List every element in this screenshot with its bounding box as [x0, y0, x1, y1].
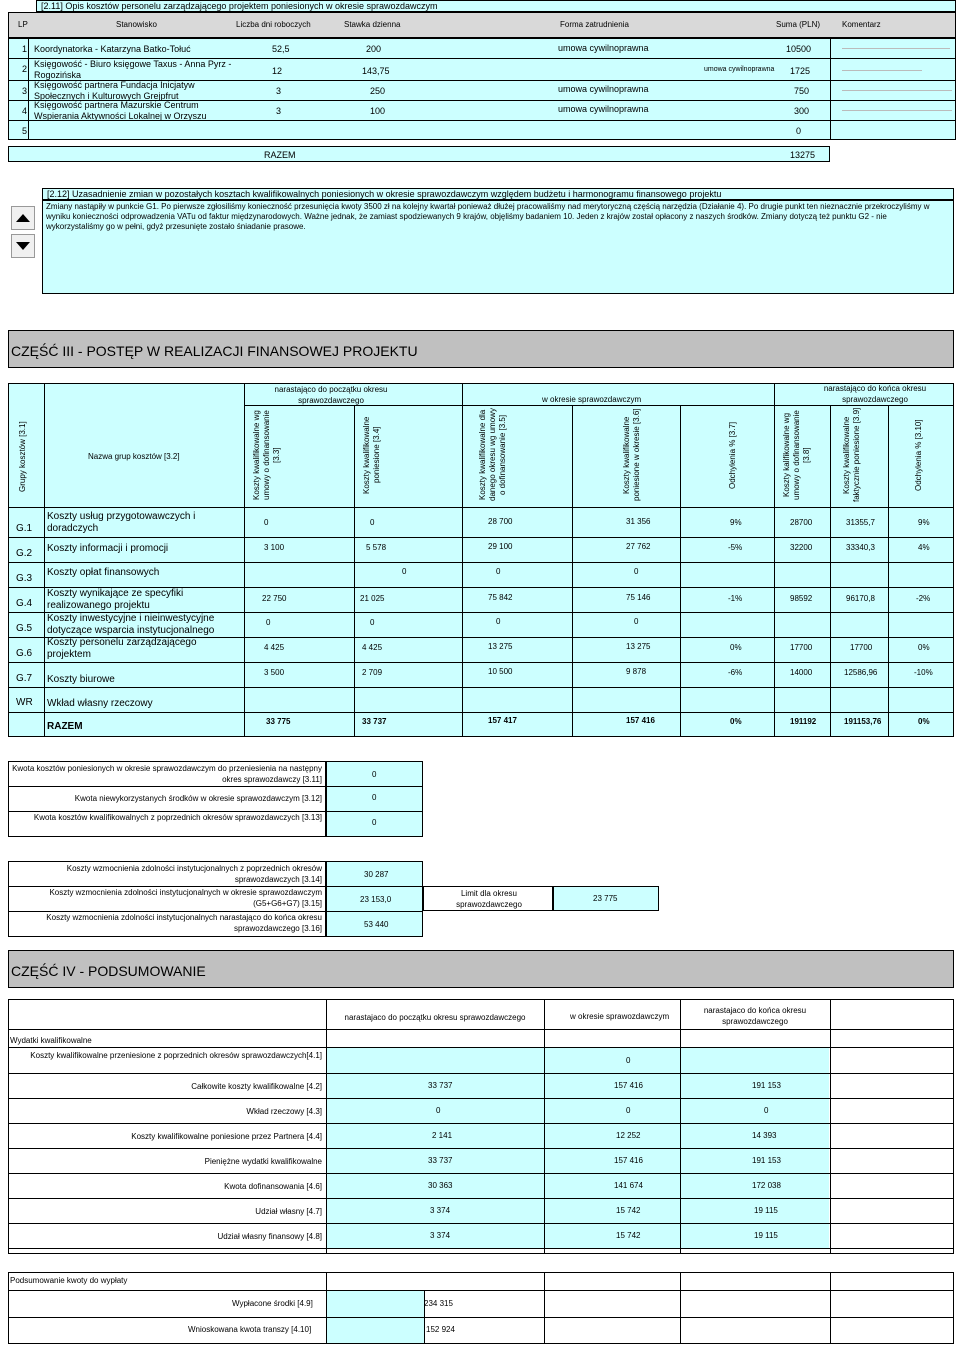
part4-row-a: 3 374 [430, 1231, 451, 1240]
part4-row-label: Koszty kwalifikowalne przeniesione z poprzednich okresów sprawozdawczych[4.1] [30, 1051, 322, 1060]
row-c8: 14000 [790, 668, 813, 677]
row-c5: 10 500 [488, 667, 513, 676]
part4-row-a: 33 737 [428, 1081, 453, 1090]
s211-total-row [8, 146, 830, 162]
row-name: RAZEM [47, 721, 83, 732]
part4-row-b: 141 674 [614, 1181, 643, 1190]
row-c10: 0% [918, 717, 930, 726]
row-c7: 0% [730, 717, 742, 726]
row-c8: 32200 [790, 543, 813, 552]
row-c9: 96170,8 [846, 594, 875, 603]
row-name: Koszty wynikające ze specyfiki realizowanego projektu [47, 588, 184, 611]
limit-label: Limit dla okresu sprawozdawczego [456, 889, 522, 909]
row-c4: 0 [370, 518, 375, 527]
row-group: G.5 [16, 623, 33, 634]
kv1-value: 0 [372, 818, 377, 827]
kv1-label: Kwota kosztów kwalifikowalnych z poprzednich okresów sprawozdawczych [3.13] [33, 813, 322, 822]
scroll-up-button[interactable] [11, 206, 35, 230]
row-c3: 0 [266, 618, 271, 627]
row-c5: 13 275 [488, 642, 513, 651]
part4-row-label: Udział własny finansowy [4.8] [217, 1232, 322, 1241]
row-group: G.1 [16, 523, 33, 534]
s211-stanowisko: Księgowość partnera Fundacja Inicjatyw Społecznych i Kulturowych Grejpfrut [34, 80, 195, 101]
s212-text: Zmiany nastąpiły w punkcie G1. Po pierwsze zgłosiliśmy konieczność przesunięcia kwoty 3500 zł na kolejny kwartał ponieważ dłużej pracowaliśmy nad merytoryczną częścią narzędzia (Działanie 4). Po drugie punkt ten nieznacznie przekroczyliśmy w wyniku konieczności odprowadzenia VATu od faktur międzynarodowych. Ważne jednak, że zamiast spodziewanych 9 krajów, objęliśmy badaniem 10. Jeden z krajów został opłacony z naszych środków. Zmiany dotyczą też punktu G2 - nie wykorzystaliśmy go w pełni, gdyż przesunięte zostało śniadanie prasowe. [46, 202, 930, 231]
payout-value: 152 924 [426, 1325, 455, 1334]
s211-title: [2.11] Opis kosztów personelu zarządzającego projektem poniesionych w okresie sprawozdawczym [41, 1, 438, 11]
s211-stanowisko: Księgowość - Biuro księgowe Taxus - Anna Pyrz - Rogozińska [34, 59, 232, 80]
part4-row-b: 12 252 [616, 1131, 641, 1140]
part4-row-b: 15 742 [616, 1231, 641, 1240]
part4-row-c: 19 115 [754, 1231, 778, 1240]
row-c9: 17700 [850, 643, 873, 652]
kv1-value: 0 [372, 793, 377, 802]
kv2-value: 30 287 [364, 870, 389, 879]
s211-col-suma: Suma (PLN) [776, 20, 821, 29]
row-c4: 5 578 [366, 543, 387, 552]
s211-stawka: 200 [366, 44, 382, 54]
s211-col-komentarz: Komentarz [842, 20, 881, 29]
group-header-period: w okresie sprawozdawczym [542, 395, 642, 404]
part4-row-c: 19 115 [754, 1206, 778, 1215]
part4-row-b: 0 [626, 1056, 631, 1065]
row-c6: 31 356 [626, 517, 651, 526]
col-3-4: Koszty kwalifikowalne poniesione [3.4] [362, 416, 381, 494]
row-c5: 0 [496, 567, 501, 576]
row-c6: 13 275 [626, 642, 651, 651]
s211-forma: umowa cywilnoprawna [558, 84, 649, 94]
col-3-10: Odchylenia % [3.10] [914, 419, 923, 491]
kv1-label: Kwota kosztów poniesionych w okresie sprawozdawczym do przeniesienia na następny okres sprawozdawczy [3.11] [12, 764, 322, 784]
row-c6: 0 [634, 617, 639, 626]
s212-title-box [42, 188, 954, 200]
s211-col-stawka: Stawka dzienna [344, 20, 401, 29]
row-c4: 33 737 [362, 717, 387, 726]
payout-label: Wypłacone środki [4.9] [232, 1299, 313, 1308]
s211-col-dni: Liczba dni roboczych [236, 20, 311, 29]
s211-stanowisko: Księgowość partnera Mazurskie Centrum Wspierania Aktywności Lokalnej w Orzyszu [34, 100, 207, 121]
row-c3: 4 425 [264, 643, 285, 652]
kv1-value: 0 [372, 770, 377, 779]
row-c3: 3 500 [264, 668, 285, 677]
row-c5: 157 417 [488, 716, 517, 725]
s212-text-box[interactable] [42, 200, 954, 294]
kv2-value: 23 153,0 [360, 895, 392, 904]
group-header-end: narastająco do końca okresu sprawozdawczego [823, 384, 927, 404]
row-c7: -1% [728, 594, 743, 603]
row-name: Koszty informacji i promocji [47, 543, 169, 554]
row-c4: 21 025 [360, 594, 385, 603]
kv2-label: Koszty wzmocnienia zdolności instytucjonalnych narastająco do końca okresu sprawozdawczego [3.16] [46, 913, 322, 933]
part4-section-2: Podsumowanie kwoty do wypłaty [10, 1276, 128, 1285]
s211-col-forma: Forma zatrudnienia [560, 20, 629, 29]
s211-lp: 4 [22, 106, 28, 116]
row-c3: 0 [264, 518, 269, 527]
s211-suma: 750 [794, 86, 810, 96]
part4-row-c: 191 153 [752, 1081, 781, 1090]
row-c6: 27 762 [626, 542, 651, 551]
row-group: WR [16, 697, 33, 708]
part4-col-period: w okresie sprawozdawczym [570, 1012, 670, 1021]
s211-lp: 2 [22, 64, 28, 74]
s211-col-stanowisko: Stanowisko [116, 20, 157, 29]
row-c4: 2 709 [362, 668, 383, 677]
part4-row-c: 191 153 [752, 1156, 781, 1165]
s211-suma: 0 [796, 126, 802, 136]
col-3-8: Koszty kalifikowalne wg umowy o dofinansowanie [3.8] [782, 410, 811, 500]
row-c10: -2% [916, 594, 931, 603]
row-c10: 0% [918, 643, 930, 652]
row-group: G.2 [16, 548, 33, 559]
row-c7: 9% [730, 518, 742, 527]
row-c6: 9 878 [626, 667, 647, 676]
col-3-7: Odchylenia % [3.7] [728, 421, 737, 489]
row-c4: 0 [370, 618, 375, 627]
s211-total-label: RAZEM [264, 150, 296, 160]
s211-total-value: 13275 [790, 150, 816, 160]
row-c10: 9% [918, 518, 930, 527]
row-group: G.7 [16, 673, 33, 684]
row-c6: 75 146 [626, 593, 651, 602]
part4-col-end: narastajaco do końca okresu sprawozdawczego [703, 1006, 807, 1026]
part4-row-b: 157 416 [614, 1156, 643, 1165]
part3-title: CZĘŚĆ III - POSTĘP W REALIZACJI FINANSOWEJ PROJEKTU [11, 343, 418, 359]
part4-row-a: 3 374 [430, 1206, 451, 1215]
row-c6: 0 [634, 567, 639, 576]
part4-row-a: 2 141 [432, 1131, 453, 1140]
row-name: Wkład własny rzeczowy [47, 698, 153, 709]
s211-dni: 3 [276, 106, 282, 116]
s211-col-lp: LP [18, 20, 28, 29]
s211-stawka: 143,75 [362, 66, 390, 76]
s211-dni: 52,5 [272, 44, 290, 54]
row-c8: 17700 [790, 643, 813, 652]
col-3-5: Koszty kwalifikowalne dla danego okresu wg umowy o dofinansowanie [3.5] [478, 408, 507, 502]
s211-dni: 3 [276, 86, 282, 96]
arrow-down-icon [16, 242, 30, 250]
part4-title: CZĘŚĆ IV - PODSUMOWANIE [11, 963, 206, 979]
s211-forma: umowa cywilnoprawna [558, 43, 649, 53]
group-header-start: narastająco do początku okresu sprawozdawczego [274, 385, 388, 405]
s211-suma: 1725 [790, 66, 811, 76]
s211-stawka: 100 [370, 106, 386, 116]
row-c9: 191153,76 [844, 717, 882, 726]
payout-table [8, 1272, 954, 1344]
payout-value: 234 315 [424, 1299, 453, 1308]
part4-row-c: 14 393 [752, 1131, 777, 1140]
s211-suma: 300 [794, 106, 810, 116]
row-c5: 75 842 [488, 593, 513, 602]
row-c5: 29 100 [488, 542, 513, 551]
s211-forma: umowa cywilnoprawna [558, 104, 649, 114]
row-c4: 4 425 [362, 643, 383, 652]
s212-title: [2.12] Uzasadnienie zmian w pozostałych kosztach kwalifikowalnych poniesionych w okresie sprawozdawczym względem budżetu i harmonogramu finansowego projektu [47, 189, 722, 199]
s211-dni: 12 [272, 66, 283, 76]
part4-row-a: 30 363 [428, 1181, 453, 1190]
part4-row-c: 0 [764, 1106, 769, 1115]
s211-lp: 5 [22, 126, 28, 136]
scroll-down-button[interactable] [11, 234, 35, 258]
col-3-9: Koszty kwalifikowalne faktycznie poniesione [3.9] [842, 407, 861, 503]
col-3-3: Koszty kwalifikowalne wg umowy o dofinansowanie [3.3] [252, 410, 281, 500]
s211-suma: 10500 [786, 44, 812, 54]
row-group: G.4 [16, 598, 33, 609]
row-c8: 28700 [790, 518, 813, 527]
part4-title-box [8, 950, 954, 988]
row-name: Koszty opłat finansowych [47, 567, 160, 578]
row-name: Koszty usług przygotowawczych i doradczych [47, 511, 196, 534]
part4-row-label: Całkowite koszty kwalifikowalne [4.2] [191, 1082, 322, 1091]
payout-label: Wnioskowana kwota transzy [4.10] [188, 1325, 312, 1334]
limit-value: 23 775 [593, 894, 618, 903]
part4-row-label: Koszty kwalifikowalne poniesione przez Partnera [4.4] [131, 1132, 322, 1141]
row-c9: 33340,3 [846, 543, 875, 552]
part3-title-box [8, 330, 954, 368]
s211-forma: umowa cywilnoprawna [704, 66, 775, 73]
col-3-6: Koszty kwalifikowalne poniesione w okresie [3.6] [622, 408, 641, 502]
part4-section-1: Wydatki kwalifikowalne [10, 1036, 92, 1045]
arrow-up-icon [16, 214, 30, 222]
row-c10: 4% [918, 543, 930, 552]
row-c5: 0 [496, 617, 501, 626]
s211-title-box [36, 0, 956, 12]
part4-row-label: Wkład rzeczowy [4.3] [246, 1107, 322, 1116]
part4-row-b: 15 742 [616, 1206, 641, 1215]
row-c3: 22 750 [262, 594, 287, 603]
kv2-value: 53 440 [364, 920, 389, 929]
kv2-label: Koszty wzmocnienia zdolności instytucjonalnych w okresie sprawozdawczym (G5+G6+G7) [3.15] [49, 888, 322, 908]
row-c8: 191192 [790, 717, 817, 726]
row-c7: -5% [728, 543, 743, 552]
part4-row-label: Pieniężne wydatki kwalifikowalne [204, 1157, 322, 1166]
row-name: Koszty biurowe [47, 674, 115, 685]
row-c7: -6% [728, 668, 743, 677]
row-group: G.6 [16, 648, 33, 659]
part4-row-label: Kwota dofinansowania [4.6] [224, 1182, 322, 1191]
part4-row-a: 0 [436, 1106, 441, 1115]
kv1-label: Kwota niewykorzystanych środków w okresie sprawozdawczym [3.12] [74, 794, 322, 803]
part4-row-c: 172 038 [752, 1181, 781, 1190]
row-c5: 28 700 [488, 517, 513, 526]
row-group: G.3 [16, 573, 33, 584]
col-nazwa: Nazwa grup kosztów [3.2] [88, 452, 180, 461]
part4-row-label: Udział własny [4.7] [255, 1207, 322, 1216]
row-c4: 0 [402, 567, 407, 576]
row-c3: 33 775 [266, 717, 291, 726]
col-grupy: Grupy kosztów [3.1] [18, 421, 27, 493]
row-c9: 31355,7 [846, 518, 875, 527]
part4-row-a: 33 737 [428, 1156, 453, 1165]
s211-stawka: 250 [370, 86, 386, 96]
s211-lp: 1 [22, 44, 28, 54]
row-c6: 157 416 [626, 716, 655, 725]
kv2-label: Koszty wzmocnienia zdolności instytucjonalnych z poprzednich okresów sprawozdawczych [3.14] [66, 864, 322, 884]
s211-lp: 3 [22, 86, 28, 96]
part4-row-b: 0 [626, 1106, 631, 1115]
part4-row-b: 157 416 [614, 1081, 643, 1090]
row-name: Koszty inwestycyjne i nieinwestycyjne dotyczące wsparcia instytucjonalnego [47, 613, 215, 636]
row-name: Koszty personelu zarządzającego projektem [47, 637, 197, 660]
row-c10: -10% [914, 668, 933, 677]
part4-col-start: narastajaco do początku okresu sprawozdawczego [344, 1013, 526, 1022]
row-c3: 3 100 [264, 543, 285, 552]
row-c7: 0% [730, 643, 742, 652]
s211-stanowisko: Koordynatorka - Katarzyna Batko-Tołuć [34, 44, 191, 54]
row-c9: 12586,96 [844, 668, 878, 677]
row-c8: 98592 [790, 594, 813, 603]
